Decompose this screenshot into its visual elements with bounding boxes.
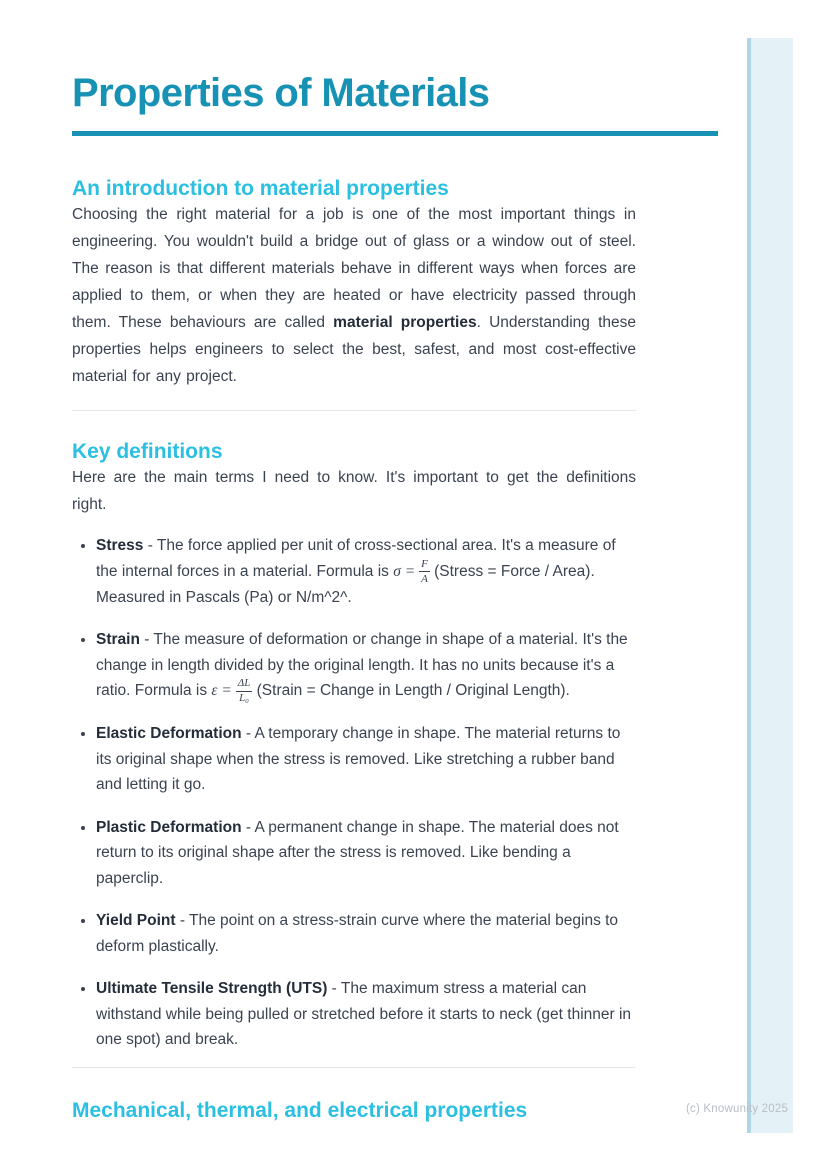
definition-text: - The measure of deformation or change in shape of a material. It's the change in length divided by the original length. It has no units because it's a ratio. Formula is [96, 631, 628, 700]
intro-paragraph-part1: Choosing the right material for a job is one of the most important things in engineering. You wouldn't build a bridge out of glass or a window out of steel. The reason is that different materials behave in different ways when forces are applied to them, or when they are heated or have electricity passed through them. These behaviours are called [72, 206, 636, 332]
strain-formula [211, 677, 252, 705]
fraction-denominator: A [421, 572, 428, 585]
list-item-yield-point [96, 908, 636, 959]
title-underline-rule [72, 131, 718, 136]
section-heading-mechanical-thermal-electrical: Mechanical, thermal, and electrical properties [72, 1098, 528, 1122]
definition-term: Ultimate Tensile Strength (UTS) [96, 980, 328, 998]
section-divider [72, 410, 636, 411]
fraction [419, 559, 430, 585]
copyright-watermark: (c) Knowunity 2025 [686, 1103, 789, 1115]
page-title: Properties of Materials [72, 71, 490, 115]
definition-term: Stress [96, 537, 144, 555]
list-item-plastic-deformation [96, 815, 636, 892]
definition-term: Yield Point [96, 912, 176, 930]
key-definitions-intro: Here are the main terms I need to know. It's important to get the definitions right. [72, 469, 636, 514]
section-heading-introduction: An introduction to material properties [72, 177, 449, 200]
fraction-denominator: L₀ [239, 692, 250, 705]
stress-formula [393, 557, 430, 585]
definition-term: Strain [96, 631, 140, 649]
page-edge-accent-stripe [747, 38, 793, 1133]
definitions-list [72, 533, 636, 1053]
fraction-numerator: ΔL [236, 678, 253, 692]
definition-text: - The maximum stress a material can withstand while being pulled or stretched before it starts to neck (get thinner in one spot) and break. [96, 980, 632, 1049]
list-item-stress [96, 533, 636, 610]
list-item-elastic-deformation [96, 721, 636, 798]
document-content [72, 0, 636, 1123]
section-heading-key-definitions: Key definitions [72, 440, 223, 464]
list-item-strain [96, 627, 636, 704]
section-divider [72, 1067, 636, 1068]
intro-paragraph [72, 201, 636, 390]
definition-term: Plastic Deformation [96, 818, 242, 836]
fraction [236, 678, 253, 704]
definition-text: - A temporary change in shape. The material returns to its original shape when the stress is removed. Like stretching a rubber band and letting it go. [96, 725, 621, 794]
intro-paragraph-part2: . Understanding these properties helps engineers to select the best, safest, and most cost-effective material for any project. [72, 314, 637, 386]
definition-text: - The force applied per unit of cross-sectional area. It's a measure of the internal forces in a material. Formula is [96, 537, 616, 580]
list-item-ultimate-tensile-strength [96, 976, 636, 1053]
definition-text: - The point on a stress-strain curve where the material begins to deform plastically. [96, 912, 619, 955]
formula-symbol: σ = [393, 562, 420, 580]
definition-text: - A permanent change in shape. The material does not return to its original shape after the stress is removed. Like bending a paperclip. [96, 818, 619, 887]
fraction-numerator: F [419, 559, 430, 573]
formula-symbol: ε = [211, 682, 236, 700]
definition-term: Elastic Deformation [96, 725, 242, 743]
definition-text: (Stress = Force / Area). Measured in Pascals (Pa) or N/m^2^. [96, 562, 595, 606]
definition-text: (Strain = Change in Length / Original Length). [252, 682, 570, 700]
intro-paragraph-bold-phrase: material properties [333, 314, 477, 332]
